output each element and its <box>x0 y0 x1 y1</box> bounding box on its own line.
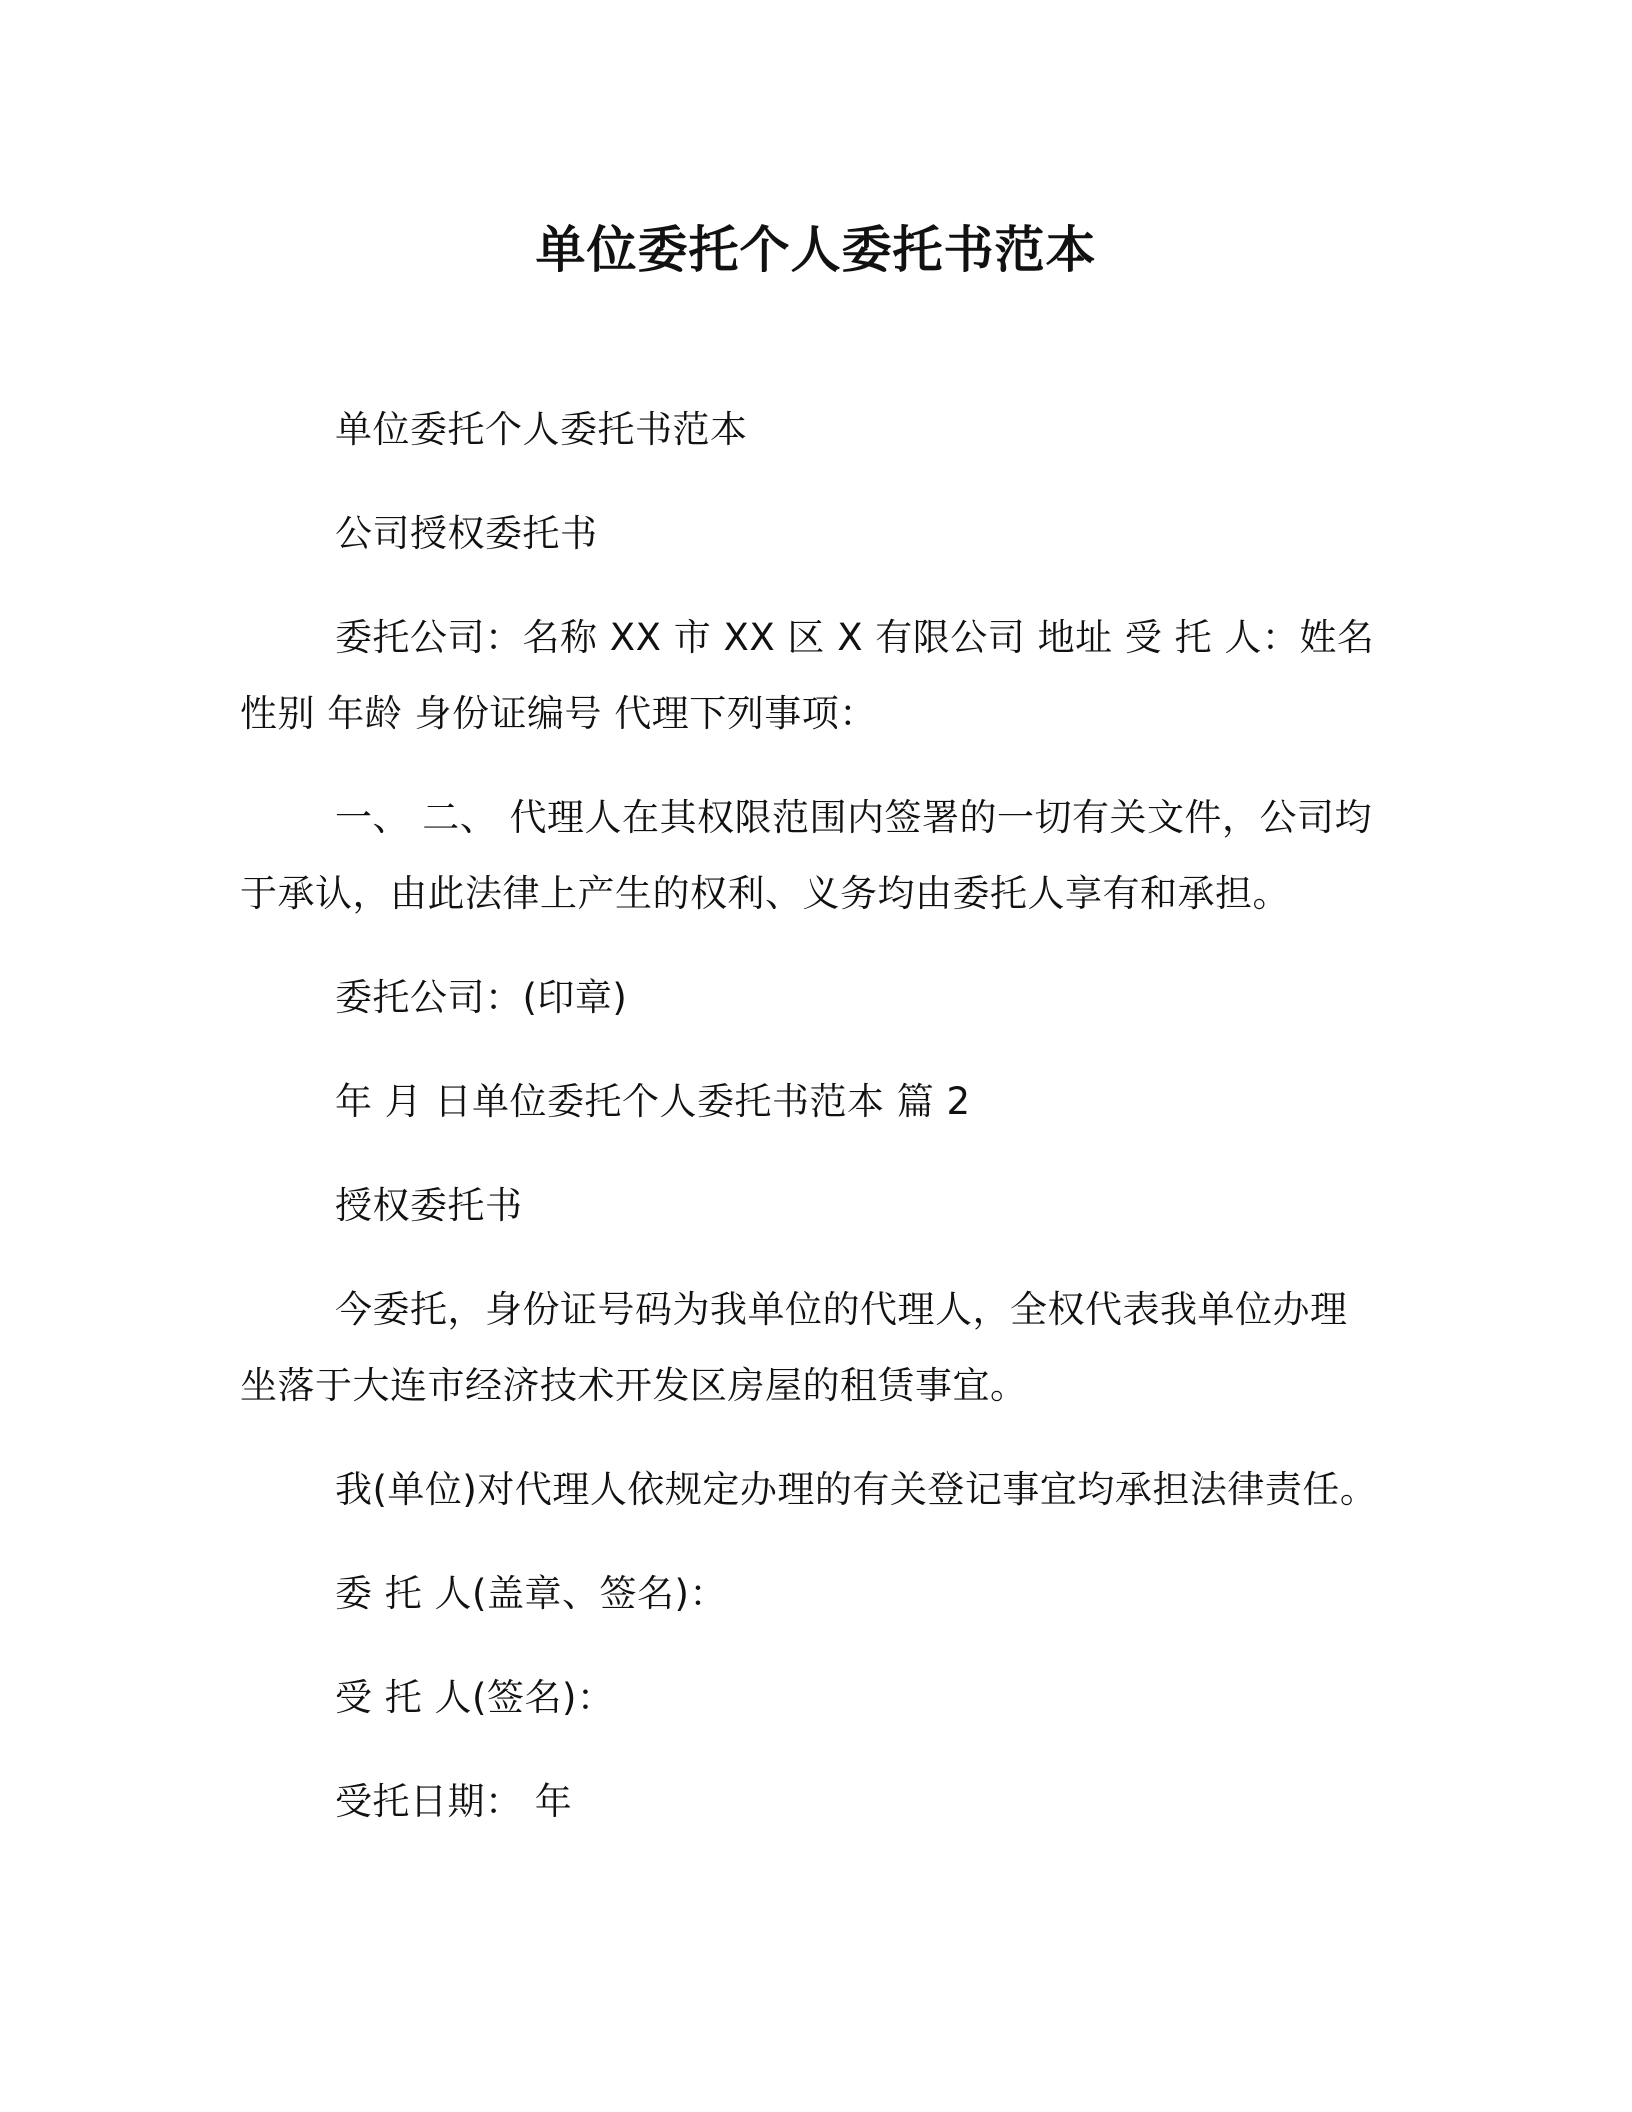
paragraph-entrustment-date: 受托日期： 年 <box>335 1780 573 1823</box>
paragraph-entrusting-company-info: 委托公司：名称 XX 市 XX 区 X 有限公司 地址 受 托 人：姓名 性别 年龄 身份证编号 代理下列事项： <box>240 616 1375 735</box>
paragraph-subtitle: 单位委托个人委托书范本 <box>335 408 748 451</box>
paragraph-heading-authorization: 授权委托书 <box>335 1184 523 1227</box>
paragraph-agent-signature: 受 托 人(签名)： <box>335 1676 615 1719</box>
paragraph-entrustment-content: 今委托，身份证号码为我单位的代理人，全权代表我单位办理坐落于大连市经济技术开发区房屋的租赁事宜。 <box>240 1288 1348 1407</box>
document-title: 单位委托个人委托书范本 <box>535 221 1097 279</box>
paragraph-company-seal: 委托公司：(印章) <box>335 976 628 1019</box>
paragraph-agent-authority: 一、 二、 代理人在其权限范围内签署的一切有关文件，公司均于承认，由此法律上产生的权利、义务均由委托人享有和承担。 <box>240 796 1373 915</box>
paragraph-heading-company-authorization: 公司授权委托书 <box>335 512 598 555</box>
document-body <box>240 392 1380 1868</box>
paragraph-legal-responsibility: 我(单位)对代理人依规定办理的有关登记事宜均承担法律责任。 <box>335 1468 1378 1511</box>
paragraph-date-template-2: 年 月 日单位委托个人委托书范本 篇 2 <box>335 1080 971 1123</box>
paragraph-principal-signature: 委 托 人(盖章、签名)： <box>335 1572 727 1615</box>
